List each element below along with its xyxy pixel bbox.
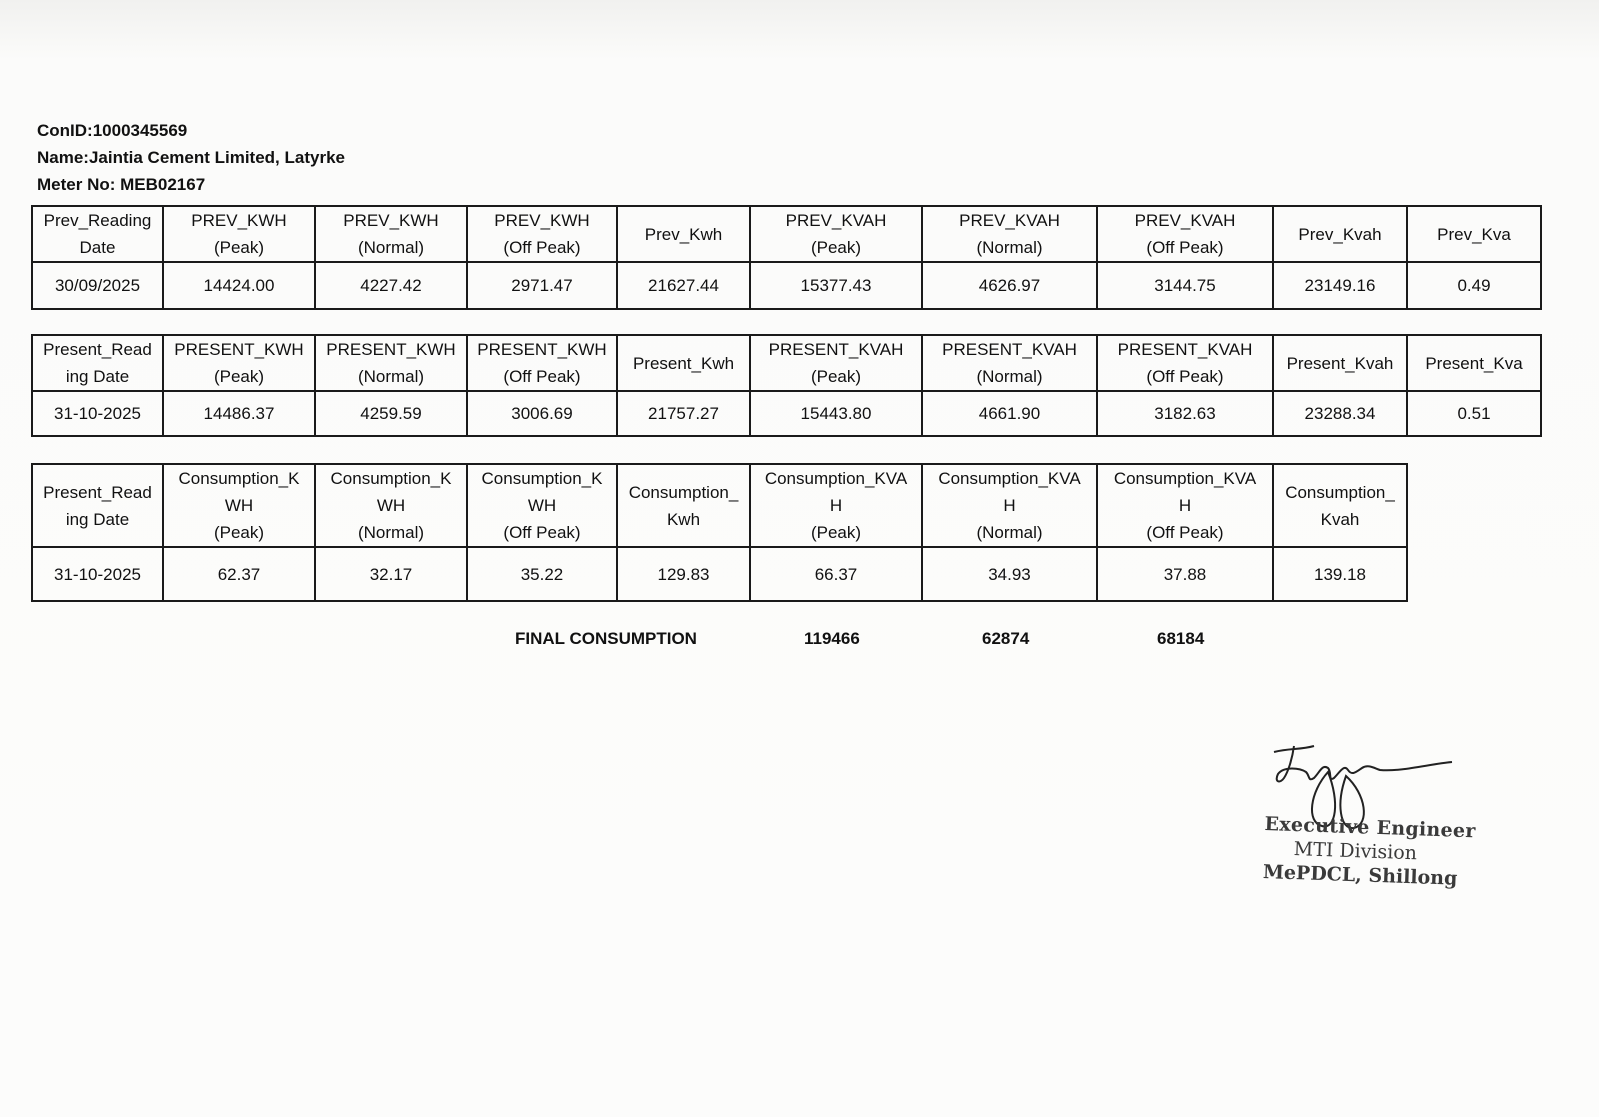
header-text-line: Kvah — [1320, 509, 1360, 529]
header-text-line: (Normal) — [357, 238, 425, 257]
header-text-line: H — [1003, 496, 1016, 515]
header-text-line: Prev_Kva — [1437, 224, 1511, 244]
header-text-line: Present_Read — [43, 482, 152, 502]
column-header — [32, 335, 163, 391]
header-text-line: PRESENT_KVAH — [942, 340, 1077, 359]
header-text-line: Prev_Kwh — [644, 224, 723, 244]
column-header — [32, 206, 163, 262]
header-text-line: PRESENT_KVAH — [768, 340, 904, 359]
header-text-line: Consumption_ — [628, 482, 739, 502]
present-reading-table — [31, 334, 1542, 437]
header-text-line: (Off Peak) — [503, 367, 581, 386]
header-text-line: ing Date — [65, 509, 130, 529]
value-cell: 21627.44 — [617, 262, 750, 309]
column-header — [163, 335, 315, 391]
header-text-line: (Normal) — [357, 367, 425, 386]
column-header — [1273, 335, 1407, 391]
value-cell: 21757.27 — [617, 391, 750, 436]
header-text-line: PREV_KWH — [191, 211, 287, 230]
column-header — [315, 206, 467, 262]
consumption-table — [31, 463, 1408, 602]
value-cell: 139.18 — [1273, 547, 1407, 601]
value-cell: 3144.75 — [1097, 262, 1273, 309]
column-header — [315, 335, 467, 391]
value-cell: 66.37 — [750, 547, 922, 601]
header-text-line: PRESENT_KWH — [174, 340, 304, 359]
value-cell: 31-10-2025 — [32, 391, 163, 436]
value-cell: 35.22 — [467, 547, 617, 601]
header-text-line: (Peak) — [810, 523, 862, 542]
value-cell: 34.93 — [922, 547, 1097, 601]
header-text-line: PRESENT_KWH — [477, 340, 607, 359]
header-text-line: Date — [79, 238, 116, 257]
value-cell: 14424.00 — [163, 262, 315, 309]
stamp-organisation: MePDCL, Shillong — [1262, 860, 1458, 890]
stamp-designation: Executive Engineer — [1264, 812, 1477, 843]
consumer-id: ConID:1000345569 — [37, 121, 188, 140]
column-header — [922, 464, 1097, 547]
column-header — [1273, 206, 1407, 262]
header-text-line: Prev_Reading — [43, 211, 152, 230]
value-cell: 0.51 — [1407, 391, 1541, 436]
stamp-division: MTI Division — [1293, 838, 1418, 865]
value-cell: 4626.97 — [922, 262, 1097, 309]
value-cell: 3006.69 — [467, 391, 617, 436]
column-header — [1273, 464, 1407, 547]
header-text-line: (Off Peak) — [1146, 238, 1224, 257]
header-text-line: Prev_Kvah — [1298, 224, 1382, 244]
header-text-line: Present_Kva — [1425, 353, 1523, 373]
header-text-line: (Off Peak) — [503, 238, 581, 257]
value-cell: 32.17 — [315, 547, 467, 601]
value-cell: 14486.37 — [163, 391, 315, 436]
final-consumption-kvah-offpeak: 68184 — [1157, 629, 1205, 648]
header-text-line: (Peak) — [213, 367, 265, 386]
header-text-line: PREV_KWH — [494, 211, 590, 230]
column-header — [750, 464, 922, 547]
header-text-line: (Off Peak) — [1146, 523, 1224, 542]
value-cell: 31-10-2025 — [32, 547, 163, 601]
value-cell: 30/09/2025 — [32, 262, 163, 309]
column-header — [750, 206, 922, 262]
header-text-line: (Peak) — [810, 238, 862, 257]
header-text-line: (Normal) — [976, 238, 1043, 257]
header-text-line: Consumption_K — [481, 469, 603, 488]
header-text-line: (Normal) — [357, 523, 425, 542]
column-header — [32, 464, 163, 547]
official-stamp — [1262, 812, 1476, 891]
value-cell: 129.83 — [617, 547, 750, 601]
value-cell: 0.49 — [1407, 262, 1541, 309]
header-text-line: Consumption_K — [178, 469, 300, 488]
value-cell: 4227.42 — [315, 262, 467, 309]
header-text-line: PREV_KVAH — [785, 211, 887, 230]
header-text-line: Present_Kvah — [1286, 353, 1394, 373]
column-header — [467, 335, 617, 391]
header-text-line: WH — [224, 496, 254, 515]
column-header — [467, 464, 617, 547]
column-header — [467, 206, 617, 262]
column-header — [922, 335, 1097, 391]
header-text-line: Consumption_KVA — [938, 469, 1081, 488]
header-text-line: Consumption_K — [330, 469, 452, 488]
header-text-line: Present_Kwh — [632, 353, 735, 373]
header-text-line: WH — [527, 496, 557, 515]
value-cell: 4661.90 — [922, 391, 1097, 436]
column-header — [1097, 206, 1273, 262]
column-header — [1407, 335, 1541, 391]
value-cell: 23149.16 — [1273, 262, 1407, 309]
value-cell: 15443.80 — [750, 391, 922, 436]
final-consumption-label: FINAL CONSUMPTION — [515, 629, 697, 648]
header-text-line: PREV_KVAH — [959, 211, 1060, 230]
final-consumption-kvah-normal: 62874 — [982, 629, 1030, 648]
header-text-line: Present_Read — [43, 340, 152, 359]
header-text-line: Consumption_ — [1285, 482, 1395, 502]
meter-number: Meter No: MEB02167 — [37, 175, 206, 194]
header-text-line: (Peak) — [213, 523, 265, 542]
header-text-line: H — [1178, 496, 1192, 515]
column-header — [617, 206, 750, 262]
header-text-line: WH — [376, 496, 406, 515]
value-cell: 37.88 — [1097, 547, 1273, 601]
value-cell: 2971.47 — [467, 262, 617, 309]
value-cell: 3182.63 — [1097, 391, 1273, 436]
header-text-line: PRESENT_KWH — [326, 340, 456, 359]
header-text-line: (Off Peak) — [503, 523, 581, 542]
value-cell: 23288.34 — [1273, 391, 1407, 436]
value-cell: 4259.59 — [315, 391, 467, 436]
header-text-line: PRESENT_KVAH — [1117, 340, 1253, 359]
header-text-line: H — [829, 496, 843, 515]
column-header — [617, 464, 750, 547]
consumer-name: Name:Jaintia Cement Limited, Latyrke — [37, 148, 345, 167]
final-consumption-kvah-peak: 119466 — [804, 629, 860, 648]
header-text-line: (Normal) — [976, 523, 1043, 542]
header-text-line: (Normal) — [976, 367, 1043, 386]
column-header — [163, 206, 315, 262]
column-header — [750, 335, 922, 391]
consumer-info — [37, 117, 345, 198]
header-text-line: Consumption_KVA — [764, 469, 908, 488]
header-text-line: (Peak) — [213, 238, 265, 257]
header-text-line: PREV_KVAH — [1134, 211, 1236, 230]
previous-reading-table — [31, 205, 1542, 310]
column-header — [617, 335, 750, 391]
column-header — [922, 206, 1097, 262]
column-header — [315, 464, 467, 547]
column-header — [163, 464, 315, 547]
header-text-line: Kwh — [666, 509, 701, 529]
header-text-line: PREV_KWH — [343, 211, 439, 230]
header-text-line: (Peak) — [810, 367, 862, 386]
column-header — [1407, 206, 1541, 262]
header-text-line: (Off Peak) — [1146, 367, 1224, 386]
value-cell: 15377.43 — [750, 262, 922, 309]
column-header — [1097, 335, 1273, 391]
header-text-line: ing Date — [65, 367, 130, 386]
value-cell: 62.37 — [163, 547, 315, 601]
column-header — [1097, 464, 1273, 547]
header-text-line: Consumption_KVA — [1113, 469, 1257, 488]
